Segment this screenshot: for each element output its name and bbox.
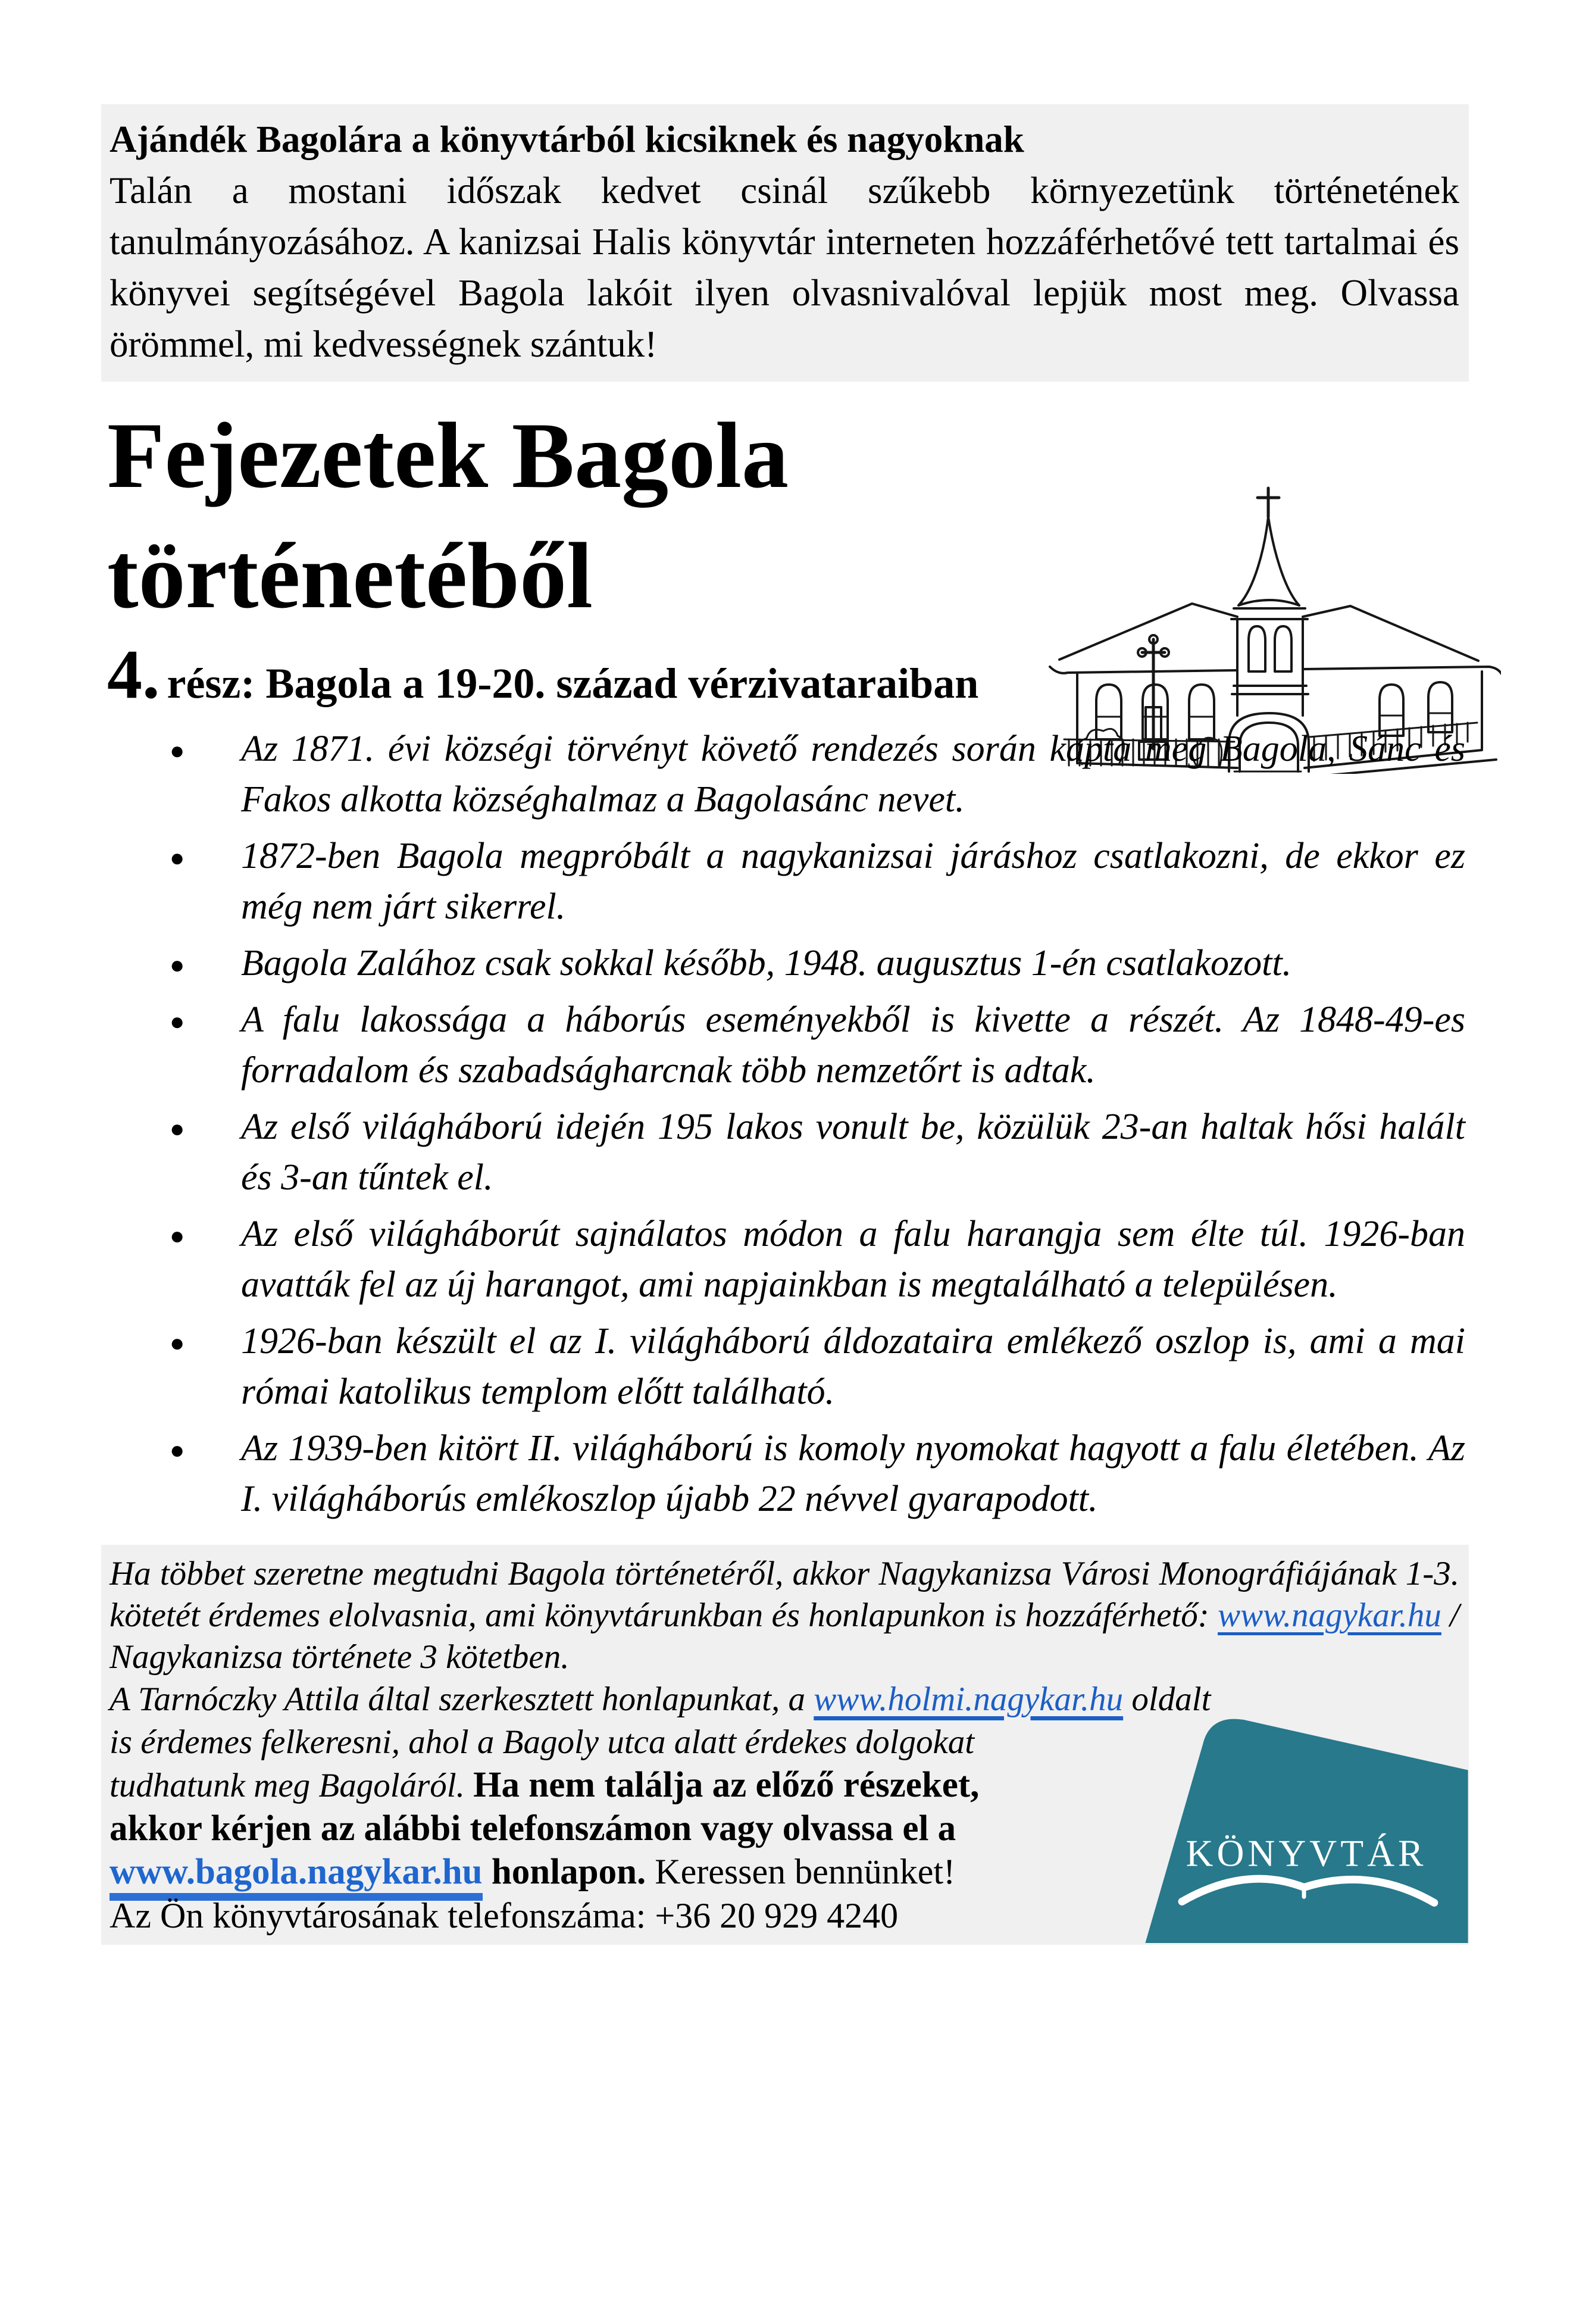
intro-title: Ajándék Bagolára a könyvtárból kicsiknek és nagyoknak [110,118,1024,160]
list-item: ● Az 1939-ben kitört II. világháború is komoly nyomokat hagyott a falu életében. Az I. világháborús emlékoszlop újabb 22 névvel gyarapodott. [107,1423,1465,1525]
list-item: ● Az első világháborút sajnálatos módon a falu harangja sem élte túl. 1926-ban avatták fel az új harangot, ami napjainkban is megtalálható a településen. [107,1209,1465,1310]
nagykar-link[interactable]: www.nagykar.hu [1218,1597,1441,1635]
list-item: ● A falu lakossága a háborús eseményekből is kivette a részét. Az 1848-49-es forradalom és szabadságharcnak több nemzetőrt is adtak. [107,995,1465,1096]
footer-bold-text: Ha nem találja az előző részeket, [473,1765,980,1806]
footer-text: tudhatunk meg Bagoláról. [110,1767,474,1805]
part-number: 4. [107,635,160,713]
list-item: ● 1872-ben Bagola megpróbált a nagykanizsai járáshoz csatlakozni, de ekkor ez még nem járt sikerrel. [107,831,1465,932]
intro-body: Talán a mostani időszak kedvet csinál szűkebb környezetünk történetének tanulmányozásához. A kanizsai Halis könyvtár interneten hozzáférhetővé tett tartalmai és könyvei segítségével Bagola lakóit ilyen olvasnivalóval lepjük most meg. Olvassa örömmel, mi kedvességnek szántuk! [110,170,1459,365]
footer-bold-text: honlapon. [482,1852,646,1892]
holmi-nagykar-link[interactable]: www.holmi.nagykar.hu [814,1680,1124,1719]
bagola-nagykar-link[interactable]: www.bagola.nagykar.hu [110,1852,483,1901]
bullet-list [107,724,1465,1525]
page-title-line2: történetéből [107,524,593,628]
footer-bold-line: akkor kérjen az alábbi telefonszámon vagy olvassa el a [110,1808,956,1849]
list-item: ● Bagola Zalához csak sokkal később, 1948. augusztus 1-én csatlakozott. [107,938,1465,989]
list-item: ● Az 1871. évi községi törvényt követő rendezés során kapta meg Bagola, Sánc és Fakos alkotta községhalmaz a Bagolasánc nevet. [107,724,1465,825]
part-heading-text: rész: Bagola a 19-20. század vérzivataraiban [167,660,979,707]
footer-paragraph-1 [110,1553,1459,1678]
logo-background-shape [1145,1719,1468,1943]
footer-text: A Tarnóczky Attila által szerkesztett honlapunkat, a [110,1680,814,1719]
list-item: ● 1926-ban készült el az I. világháború áldozataira emlékező oszlop is, ami a mai római katolikus templom előtt található. [107,1316,1465,1417]
footer-text: / Nagykanizsa története 3 kötetben. [110,1597,1459,1676]
list-item: ● Az első világháború idején 195 lakos vonult be, közülük 23-an haltak hősi halált és 3-an tűntek el. [107,1102,1465,1203]
footer-line: is érdemes felkeresni, ahol a Bagoly utca alatt érdekes dolgokat [110,1723,975,1761]
page-title-line1: Fejezetek Bagola [107,404,789,508]
footer-text: oldalt [1123,1680,1211,1719]
footer-text: Ha többet szeretne megtudni Bagola történetéről, akkor Nagykanizsa Városi Monográfiájának 1-3. kötetét érdemes elolvasnia, ami könyvtárunkban és honlapunkon is hozzáférhető: [110,1555,1459,1635]
intro-box [101,104,1469,382]
logo-label: KÖNYVTÁR [1186,1832,1427,1875]
footer-box [101,1545,1469,1945]
footer-text: Keressen bennünket! [646,1852,956,1892]
page [0,104,1570,2324]
phone-line: Az Ön könyvtárosának telefonszáma: +36 20 929 4240 [110,1896,899,1936]
library-logo [1144,1711,1469,1945]
